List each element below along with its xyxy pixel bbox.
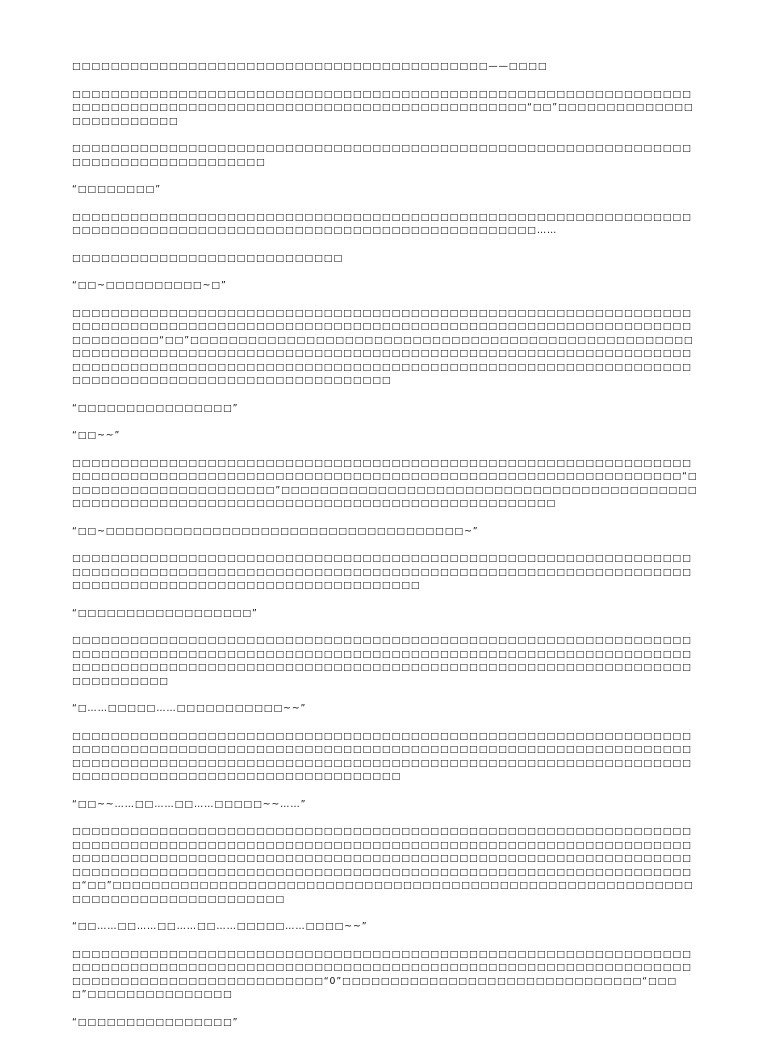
paragraph: □□□□□□□□□□□□□□□□□□□□□□□□□□□□□□□□□□□□□□□□□□□□□□□□□□□□□□□□□□□□□□□□□□□□□□□□□□□□□□□□□□□□□□□□□□□□□□□□□□□□□□□□□□□□□□□□…… [72, 211, 692, 236]
dialogue-line: “□□□□□□□□□□□□□□□□□□” [72, 607, 258, 619]
paragraph: □□□□□□□□□□□□□□□□□□□□□□□□□□□□□□□□□□□□□□□□□□□□□□□□□□□□□□□□□□□□□□□□□□□□□□□□□□□□□□□□□□□□□□□□□□□□□□□□□□□□□□□□□□□□□□□□□□□□□□□□□□□□□□□□□□□□□□□□□“□□”□□□□□□□□□□□□□□□□□□□□□□□□□□□□□□□□□□□□□□□□□□□□□□□□□□□□□□□□□□□□□□□□□□□□□□□□□□□□□□□□□□□□□□□□□□□□□□□□□□□□□□□□□□□□□□□□□□□□□□□□□□□□□□□□□□□□□□□□□□□□□□□□□□□□□□□□□□□□□□□□□□□□□□□□□□□□□□□□□□□□□□□□□□□□□□□□□□□□□□□□□□□□□□□□□□□□□ [72, 307, 694, 386]
paragraph: □□□□□□□□□□□□□□□□□□□□□□□□□□□□□□□□□□□□□□□□□□□□□□□□□□□□□□□□□□□□□□□□□□□□□□□□□□□□□□□□□□□□□□□□□□□□□□□□□□□□□□□□□□□□□□□“□□”□□□□□□□□□□□□□□□□□□□□□□□□□ [72, 88, 694, 127]
paragraph: □□□□□□□□□□□□□□□□□□□□□□□□□□□□□□□□□□□□□□□□□□□□□□□□□□□□□□□□□□□□□□□□□□□□□□□□□□□□□□□□□□□□□□□□□□□□□□□□□□□□□□□□□□□□□□□□□□□□□□□□□□□□□□□□□□□□□□□□□□□□□□□□□□□□□□□□□□“0”□□□□□□□□□□□□□□□□□□□□□□□□□□□□□□□“□□□□”□□□□□□□□□□□□□□□ [72, 948, 692, 1000]
paragraph: □□□□□□□□□□□□□□□□□□□□□□□□□□□□□□□□□□□□□□□□□□□□□□□□□□□□□□□□□□□□□□□□□□□□□□□□□□□□□□□□□□□□□□□□□□□□□□□□□□□□□□□□□□□□□□□□□□□□□□□□□□□□□□□“□□□□□□□□□□□□□□□□□□□□□□”□□□□□□□□□□□□□□□□□□□□□□□□□□□□□□□□□□□□□□□□□□□□□□□□□□□□□□□□□□□□□□□□□□□□□□□□□□□□□□□□□□□□□□□□□□□□□ [72, 457, 698, 509]
paragraph: □□□□□□□□□□□□□□□□□□□□□□□□□□□□□□□□□□□□□□□□□□□□□□□□□□□□□□□□□□□□□□□□□□□□□□□□□□□□□□□□□□□□□□□□□□□□□□□□□□□□□□□□□□□□□□□□□□□□□□□□□□□□□□□□□□□□□□□□□□□□□□□□□□□□□□□□□□□□□□□□□□□□□□□□□□□□□□□□□□□□□□□□□□□□□□□□□□□□□□□□□□□□□□□□□□□□□□□□□□□□□□□□□□ [72, 730, 692, 782]
paragraph: □□□□□□□□□□□□□□□□□□□□□□□□□□□□□□□□□□□□□□□□□□□□□□□□□□□□□□□□□□□□□□□□□□□□□□□□□□□□□□□□□□□□□□□□□□□□□□□□□□□□□□□□□□□□□□□□□□□□□□□□□□□□□□□□□□□□□□□□□□□□□□□□□□□□□□□□□□□□□□□□□□□□ [72, 553, 692, 591]
dialogue-line: “□……□□□□□……□□□□□□□□□□□~~” [72, 703, 307, 714]
dialogue-line: “□□~~……□□……□□……□□□□□~~……” [72, 798, 307, 810]
dialogue-line: “□□□□□□□□□□□□□□□□” [72, 402, 239, 414]
paragraph: □□□□□□□□□□□□□□□□□□□□□□□□□□□□□□□□□□□□□□□□□□□——□□□□ [72, 61, 548, 72]
dialogue-line: “□□~~” [72, 430, 121, 441]
document-page [72, 60, 698, 1043]
dialogue-line: “□□~□□□□□□□□□□~□” [72, 280, 227, 291]
dialogue-line: “□□□□□□□□□□□□□□□□” [72, 1016, 239, 1028]
paragraph: □□□□□□□□□□□□□□□□□□□□□□□□□□□□□□□□□□□□□□□□□□□□□□□□□□□□□□□□□□□□□□□□□□□□□□□□□□□□□□□□□□□□□□□□□□□□□□□□□□□□□□□□□□□□□□□□□□□□□□□□□□□□□□□□□□□□□□□□□□□□□□□□□□□□□□□□□□□□□□□□□□□□□□□□□□□□□□□□□□□□□□□□□□□□□□□□□□□□□□□□□□□□□□□□□□□□□□□□□□□□□□□□□□□□□□□□□□□□□□□□□□□□□□□□□□□□□□□□□“□□”□□□□□□□□□□□□□□□□□□□□□□□□□□□□□□□□□□□□□□□□□□□□□□□□□□□□□□□□□□□□□□□□□□□□□□□□□□□□□□□□□□ [72, 826, 694, 905]
dialogue-line: “□□□□□□□□” [72, 184, 161, 195]
paragraph: □□□□□□□□□□□□□□□□□□□□□□□□□□□□□□□□□□□□□□□□□□□□□□□□□□□□□□□□□□□□□□□□□□□□□□□□□□□□□□□□□□□□ [72, 143, 692, 168]
paragraph: □□□□□□□□□□□□□□□□□□□□□□□□□□□□□□□□□□□□□□□□□□□□□□□□□□□□□□□□□□□□□□□□□□□□□□□□□□□□□□□□□□□□□□□□□□□□□□□□□□□□□□□□□□□□□□□□□□□□□□□□□□□□□□□□□□□□□□□□□□□□□□□□□□□□□□□□□□□□□□□□□□□□□□□□□□□□□□□□□□□□□□□□□□□□□□□□□□□□□□□□□□ [72, 635, 692, 687]
paragraph: □□□□□□□□□□□□□□□□□□□□□□□□□□□□ [72, 252, 344, 264]
dialogue-line: “□□~□□□□□□□□□□□□□□□□□□□□□□□□□□□□□□□□□□□□□~” [72, 525, 479, 537]
dialogue-line: “□□……□□……□□……□□……□□□□□……□□□□~~” [72, 921, 368, 932]
